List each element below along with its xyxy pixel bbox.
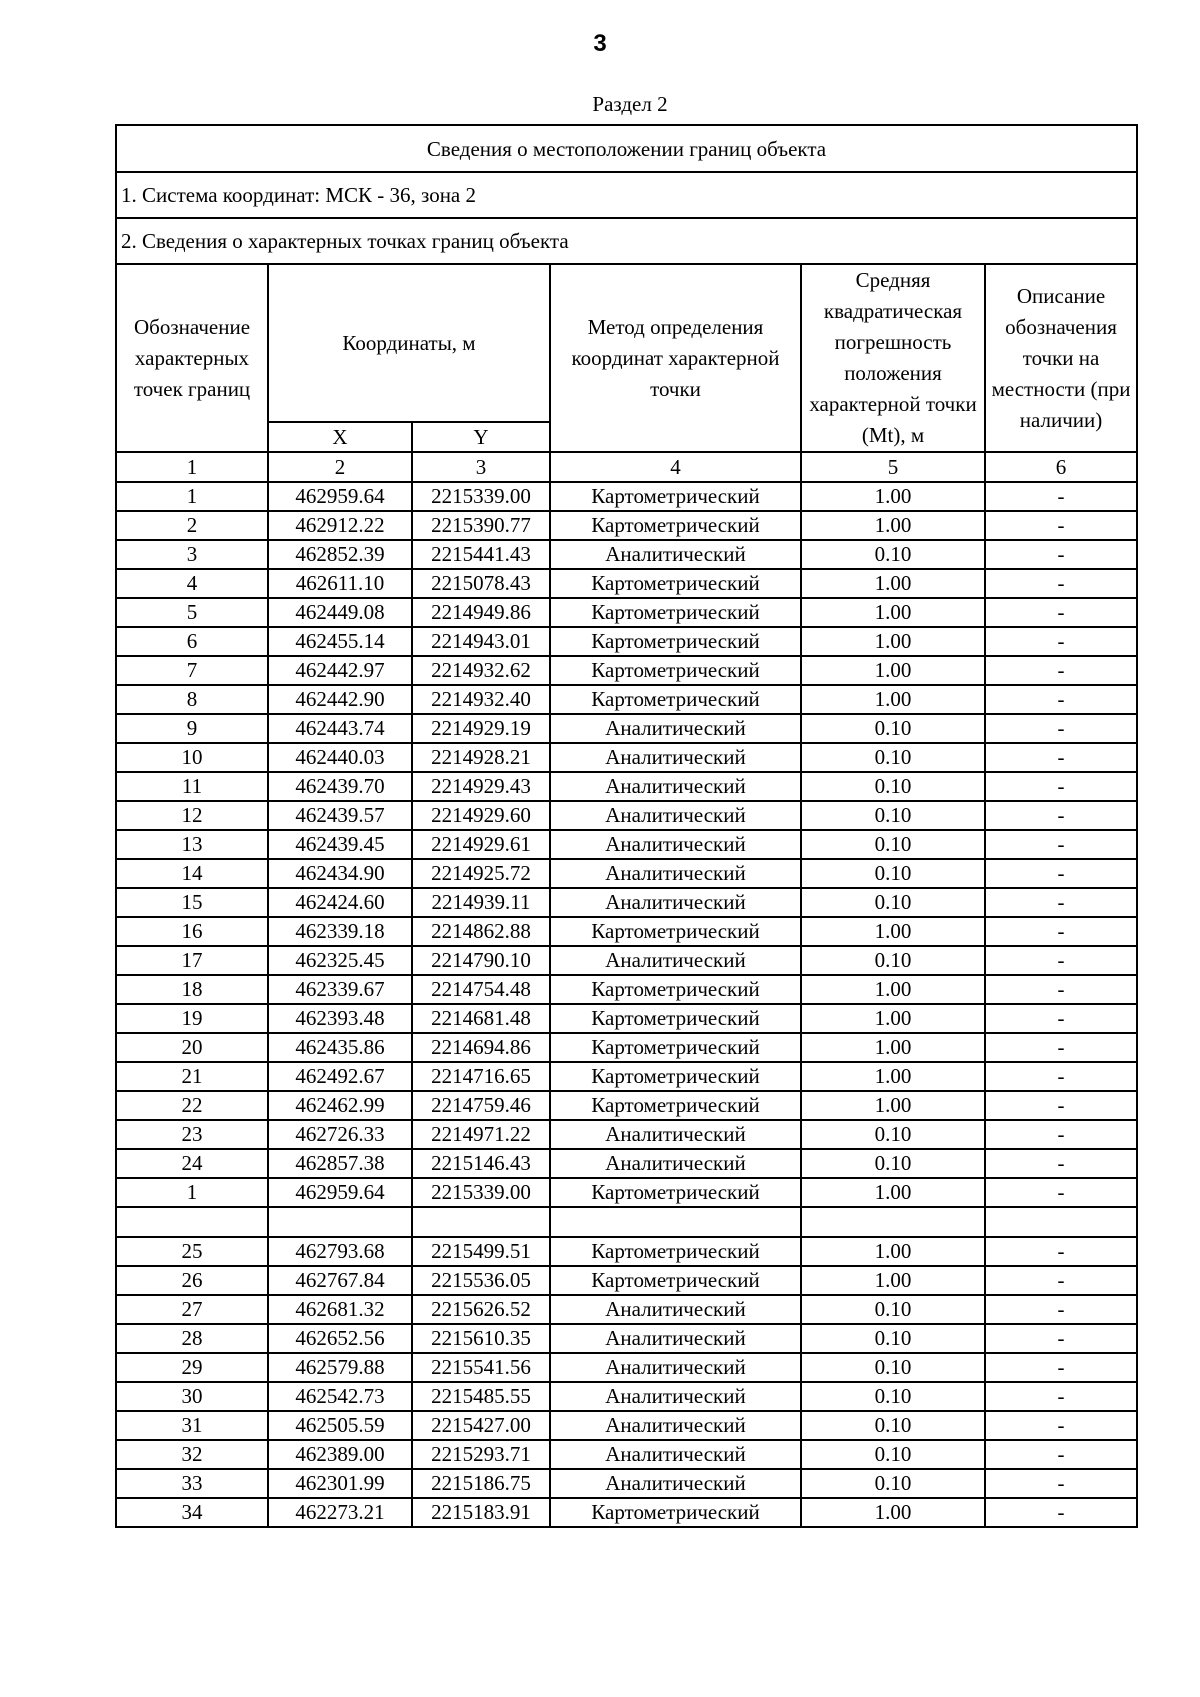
error-cell: 1.00 — [801, 656, 985, 685]
error-cell: 0.10 — [801, 1324, 985, 1353]
description-cell: - — [985, 1382, 1137, 1411]
x-coordinate-cell: 462767.84 — [268, 1266, 412, 1295]
method-cell: Аналитический — [550, 1353, 801, 1382]
points-heading-row — [116, 218, 1137, 264]
method-cell: Аналитический — [550, 772, 801, 801]
description-cell: - — [985, 1266, 1137, 1295]
method-cell: Картометрический — [550, 1498, 801, 1527]
method-cell: Картометрический — [550, 685, 801, 714]
table-row — [116, 1004, 1137, 1033]
y-coordinate-cell: 2215390.77 — [412, 511, 550, 540]
error-cell: 1.00 — [801, 482, 985, 511]
x-coordinate-cell: 462393.48 — [268, 1004, 412, 1033]
method-cell: Картометрический — [550, 482, 801, 511]
table-row — [116, 1207, 1137, 1237]
point-id-cell: 18 — [116, 975, 268, 1004]
y-coordinate-cell: 2214759.46 — [412, 1091, 550, 1120]
point-id-cell: 15 — [116, 888, 268, 917]
description-cell: - — [985, 772, 1137, 801]
table-row — [116, 1498, 1137, 1527]
description-cell: - — [985, 627, 1137, 656]
column-number: 6 — [985, 452, 1137, 482]
description-cell: - — [985, 656, 1137, 685]
x-coordinate-cell: 462857.38 — [268, 1149, 412, 1178]
description-cell: - — [985, 714, 1137, 743]
y-coordinate-cell: 2215427.00 — [412, 1411, 550, 1440]
method-cell: Картометрический — [550, 569, 801, 598]
title-row — [116, 125, 1137, 172]
x-coordinate-cell: 462325.45 — [268, 946, 412, 975]
table-row — [116, 830, 1137, 859]
error-cell: 1.00 — [801, 627, 985, 656]
error-cell: 1.00 — [801, 1498, 985, 1527]
header-point-designation: Обозначение характерных точек границ — [116, 264, 268, 452]
description-cell: - — [985, 1178, 1137, 1207]
error-cell: 0.10 — [801, 830, 985, 859]
method-cell: Аналитический — [550, 1324, 801, 1353]
description-cell: - — [985, 975, 1137, 1004]
table-row — [116, 1178, 1137, 1207]
x-coordinate-cell: 462439.45 — [268, 830, 412, 859]
table-row — [116, 1411, 1137, 1440]
x-coordinate-cell: 462440.03 — [268, 743, 412, 772]
y-coordinate-cell: 2215186.75 — [412, 1469, 550, 1498]
method-cell: Картометрический — [550, 627, 801, 656]
header-x: X — [268, 422, 412, 452]
table-row — [116, 1295, 1137, 1324]
description-cell: - — [985, 540, 1137, 569]
point-id-cell: 21 — [116, 1062, 268, 1091]
table-row — [116, 859, 1137, 888]
y-coordinate-cell: 2214943.01 — [412, 627, 550, 656]
description-cell: - — [985, 511, 1137, 540]
table-row — [116, 917, 1137, 946]
y-coordinate-cell: 2215078.43 — [412, 569, 550, 598]
x-coordinate-cell: 462439.57 — [268, 801, 412, 830]
description-cell: - — [985, 743, 1137, 772]
description-cell: - — [985, 685, 1137, 714]
point-id-cell: 31 — [116, 1411, 268, 1440]
method-cell: Картометрический — [550, 598, 801, 627]
y-coordinate-cell: 2214790.10 — [412, 946, 550, 975]
x-coordinate-cell: 462912.22 — [268, 511, 412, 540]
column-numbers-row — [116, 452, 1137, 482]
y-coordinate-cell: 2215339.00 — [412, 1178, 550, 1207]
point-id-cell: 32 — [116, 1440, 268, 1469]
error-cell: 0.10 — [801, 743, 985, 772]
description-cell — [985, 1207, 1137, 1237]
point-id-cell: 28 — [116, 1324, 268, 1353]
point-id-cell: 12 — [116, 801, 268, 830]
point-id-cell: 25 — [116, 1237, 268, 1266]
y-coordinate-cell: 2215485.55 — [412, 1382, 550, 1411]
method-cell: Картометрический — [550, 656, 801, 685]
x-coordinate-cell: 462434.90 — [268, 859, 412, 888]
method-cell: Аналитический — [550, 743, 801, 772]
y-coordinate-cell — [412, 1207, 550, 1237]
table-row — [116, 656, 1137, 685]
description-cell: - — [985, 859, 1137, 888]
x-coordinate-cell: 462579.88 — [268, 1353, 412, 1382]
method-cell: Картометрический — [550, 1266, 801, 1295]
point-id-cell: 17 — [116, 946, 268, 975]
error-cell: 0.10 — [801, 859, 985, 888]
point-id-cell: 11 — [116, 772, 268, 801]
column-number: 1 — [116, 452, 268, 482]
method-cell: Аналитический — [550, 888, 801, 917]
column-number: 3 — [412, 452, 550, 482]
point-id-cell — [116, 1207, 268, 1237]
x-coordinate-cell: 462542.73 — [268, 1382, 412, 1411]
method-cell: Картометрический — [550, 1004, 801, 1033]
error-cell: 0.10 — [801, 1120, 985, 1149]
table-row — [116, 1149, 1137, 1178]
y-coordinate-cell: 2214716.65 — [412, 1062, 550, 1091]
x-coordinate-cell: 462435.86 — [268, 1033, 412, 1062]
point-id-cell: 20 — [116, 1033, 268, 1062]
point-id-cell: 14 — [116, 859, 268, 888]
x-coordinate-cell: 462611.10 — [268, 569, 412, 598]
method-cell: Картометрический — [550, 1062, 801, 1091]
error-cell: 0.10 — [801, 1149, 985, 1178]
y-coordinate-cell: 2214928.21 — [412, 743, 550, 772]
error-cell: 0.10 — [801, 540, 985, 569]
table-row — [116, 598, 1137, 627]
header-description: Описание обозначения точки на местности (при наличии) — [985, 264, 1137, 452]
error-cell: 0.10 — [801, 1411, 985, 1440]
description-cell: - — [985, 1469, 1137, 1498]
header-coordinates: Координаты, м — [268, 264, 550, 422]
y-coordinate-cell: 2214939.11 — [412, 888, 550, 917]
error-cell: 0.10 — [801, 888, 985, 917]
x-coordinate-cell: 462273.21 — [268, 1498, 412, 1527]
x-coordinate-cell: 462652.56 — [268, 1324, 412, 1353]
point-id-cell: 24 — [116, 1149, 268, 1178]
header-row — [116, 264, 1137, 422]
error-cell: 1.00 — [801, 1033, 985, 1062]
y-coordinate-cell: 2215293.71 — [412, 1440, 550, 1469]
method-cell: Аналитический — [550, 859, 801, 888]
table-row — [116, 1382, 1137, 1411]
description-cell: - — [985, 946, 1137, 975]
error-cell: 1.00 — [801, 975, 985, 1004]
method-cell: Аналитический — [550, 1149, 801, 1178]
x-coordinate-cell: 462462.99 — [268, 1091, 412, 1120]
description-cell: - — [985, 598, 1137, 627]
point-id-cell: 1 — [116, 1178, 268, 1207]
point-id-cell: 26 — [116, 1266, 268, 1295]
x-coordinate-cell: 462681.32 — [268, 1295, 412, 1324]
description-cell: - — [985, 482, 1137, 511]
table-row — [116, 801, 1137, 830]
point-id-cell: 27 — [116, 1295, 268, 1324]
method-cell: Аналитический — [550, 540, 801, 569]
y-coordinate-cell: 2215626.52 — [412, 1295, 550, 1324]
error-cell: 0.10 — [801, 1469, 985, 1498]
coord-system: 1. Система координат: МСК - 36, зона 2 — [116, 172, 1137, 218]
error-cell: 1.00 — [801, 598, 985, 627]
description-cell: - — [985, 1411, 1137, 1440]
method-cell: Картометрический — [550, 1033, 801, 1062]
column-number: 4 — [550, 452, 801, 482]
header-method: Метод определения координат характерной точки — [550, 264, 801, 452]
x-coordinate-cell: 462793.68 — [268, 1237, 412, 1266]
point-id-cell: 30 — [116, 1382, 268, 1411]
method-cell: Аналитический — [550, 1469, 801, 1498]
x-coordinate-cell: 462455.14 — [268, 627, 412, 656]
method-cell: Картометрический — [550, 975, 801, 1004]
error-cell: 1.00 — [801, 685, 985, 714]
point-id-cell: 2 — [116, 511, 268, 540]
coord-system-row — [116, 172, 1137, 218]
y-coordinate-cell: 2214929.61 — [412, 830, 550, 859]
point-id-cell: 8 — [116, 685, 268, 714]
y-coordinate-cell: 2214932.62 — [412, 656, 550, 685]
y-coordinate-cell: 2214929.43 — [412, 772, 550, 801]
table-row — [116, 1353, 1137, 1382]
method-cell: Аналитический — [550, 830, 801, 859]
point-id-cell: 6 — [116, 627, 268, 656]
point-id-cell: 13 — [116, 830, 268, 859]
y-coordinate-cell: 2215183.91 — [412, 1498, 550, 1527]
y-coordinate-cell: 2214932.40 — [412, 685, 550, 714]
point-id-cell: 10 — [116, 743, 268, 772]
y-coordinate-cell: 2215499.51 — [412, 1237, 550, 1266]
y-coordinate-cell: 2214925.72 — [412, 859, 550, 888]
column-number: 5 — [801, 452, 985, 482]
y-coordinate-cell: 2215536.05 — [412, 1266, 550, 1295]
x-coordinate-cell — [268, 1207, 412, 1237]
error-cell: 1.00 — [801, 511, 985, 540]
y-coordinate-cell: 2215610.35 — [412, 1324, 550, 1353]
error-cell: 0.10 — [801, 772, 985, 801]
method-cell: Аналитический — [550, 714, 801, 743]
table-row — [116, 714, 1137, 743]
x-coordinate-cell: 462959.64 — [268, 1178, 412, 1207]
x-coordinate-cell: 462449.08 — [268, 598, 412, 627]
method-cell: Картометрический — [550, 1091, 801, 1120]
description-cell: - — [985, 1062, 1137, 1091]
method-cell: Аналитический — [550, 801, 801, 830]
x-coordinate-cell: 462389.00 — [268, 1440, 412, 1469]
table-row — [116, 1266, 1137, 1295]
method-cell: Картометрический — [550, 1178, 801, 1207]
error-cell: 0.10 — [801, 801, 985, 830]
boundary-points-table — [115, 124, 1138, 1528]
error-cell: 0.10 — [801, 1440, 985, 1469]
method-cell: Аналитический — [550, 1382, 801, 1411]
error-cell: 0.10 — [801, 1382, 985, 1411]
point-id-cell: 23 — [116, 1120, 268, 1149]
table-row — [116, 482, 1137, 511]
point-id-cell: 16 — [116, 917, 268, 946]
point-id-cell: 22 — [116, 1091, 268, 1120]
method-cell: Аналитический — [550, 946, 801, 975]
error-cell: 1.00 — [801, 1091, 985, 1120]
error-cell: 1.00 — [801, 569, 985, 598]
x-coordinate-cell: 462852.39 — [268, 540, 412, 569]
error-cell: 1.00 — [801, 1004, 985, 1033]
table-row — [116, 975, 1137, 1004]
table-row — [116, 1062, 1137, 1091]
y-coordinate-cell: 2214862.88 — [412, 917, 550, 946]
method-cell — [550, 1207, 801, 1237]
method-cell: Аналитический — [550, 1411, 801, 1440]
x-coordinate-cell: 462301.99 — [268, 1469, 412, 1498]
y-coordinate-cell: 2214949.86 — [412, 598, 550, 627]
column-number: 2 — [268, 452, 412, 482]
table-row — [116, 1237, 1137, 1266]
table-row — [116, 1324, 1137, 1353]
table-row — [116, 511, 1137, 540]
points-heading: 2. Сведения о характерных точках границ объекта — [116, 218, 1137, 264]
point-id-cell: 33 — [116, 1469, 268, 1498]
error-cell: 1.00 — [801, 1237, 985, 1266]
x-coordinate-cell: 462339.67 — [268, 975, 412, 1004]
description-cell: - — [985, 1498, 1137, 1527]
description-cell: - — [985, 1091, 1137, 1120]
description-cell: - — [985, 917, 1137, 946]
error-cell: 0.10 — [801, 1353, 985, 1382]
table-row — [116, 1033, 1137, 1062]
table-row — [116, 946, 1137, 975]
y-coordinate-cell: 2214754.48 — [412, 975, 550, 1004]
error-cell: 0.10 — [801, 714, 985, 743]
x-coordinate-cell: 462424.60 — [268, 888, 412, 917]
y-coordinate-cell: 2214694.86 — [412, 1033, 550, 1062]
error-cell: 0.10 — [801, 1295, 985, 1324]
y-coordinate-cell: 2215541.56 — [412, 1353, 550, 1382]
table-row — [116, 627, 1137, 656]
method-cell: Картометрический — [550, 1237, 801, 1266]
description-cell: - — [985, 1004, 1137, 1033]
point-id-cell: 19 — [116, 1004, 268, 1033]
table-row — [116, 743, 1137, 772]
x-coordinate-cell: 462442.90 — [268, 685, 412, 714]
method-cell: Аналитический — [550, 1440, 801, 1469]
method-cell: Картометрический — [550, 511, 801, 540]
description-cell: - — [985, 801, 1137, 830]
description-cell: - — [985, 1149, 1137, 1178]
description-cell: - — [985, 1295, 1137, 1324]
error-cell: 1.00 — [801, 1062, 985, 1091]
description-cell: - — [985, 1353, 1137, 1382]
table-row — [116, 569, 1137, 598]
section-title: Раздел 2 — [592, 92, 668, 116]
method-cell: Картометрический — [550, 917, 801, 946]
y-coordinate-cell: 2215339.00 — [412, 482, 550, 511]
table-row — [116, 772, 1137, 801]
y-coordinate-cell: 2214929.60 — [412, 801, 550, 830]
point-id-cell: 29 — [116, 1353, 268, 1382]
error-cell: 1.00 — [801, 1266, 985, 1295]
point-id-cell: 9 — [116, 714, 268, 743]
x-coordinate-cell: 462443.74 — [268, 714, 412, 743]
x-coordinate-cell: 462439.70 — [268, 772, 412, 801]
y-coordinate-cell: 2214681.48 — [412, 1004, 550, 1033]
description-cell: - — [985, 1440, 1137, 1469]
point-id-cell: 1 — [116, 482, 268, 511]
method-cell: Аналитический — [550, 1295, 801, 1324]
point-id-cell: 34 — [116, 1498, 268, 1527]
description-cell: - — [985, 1033, 1137, 1062]
point-id-cell: 3 — [116, 540, 268, 569]
method-cell: Аналитический — [550, 1120, 801, 1149]
x-coordinate-cell: 462492.67 — [268, 1062, 412, 1091]
y-coordinate-cell: 2215146.43 — [412, 1149, 550, 1178]
table-row — [116, 685, 1137, 714]
x-coordinate-cell: 462505.59 — [268, 1411, 412, 1440]
x-coordinate-cell: 462959.64 — [268, 482, 412, 511]
table-row — [116, 1440, 1137, 1469]
error-cell: 1.00 — [801, 1178, 985, 1207]
table-row — [116, 1120, 1137, 1149]
x-coordinate-cell: 462339.18 — [268, 917, 412, 946]
table-row — [116, 1091, 1137, 1120]
table-title: Сведения о местоположении границ объекта — [116, 125, 1137, 172]
description-cell: - — [985, 888, 1137, 917]
header-mean-error: Средняя квадратическая погрешность положения характерной точки (Mt), м — [801, 264, 985, 452]
point-id-cell: 4 — [116, 569, 268, 598]
page-number: 3 — [593, 30, 607, 57]
error-cell: 0.10 — [801, 946, 985, 975]
description-cell: - — [985, 569, 1137, 598]
y-coordinate-cell: 2215441.43 — [412, 540, 550, 569]
header-y: Y — [412, 422, 550, 452]
description-cell: - — [985, 1324, 1137, 1353]
error-cell: 1.00 — [801, 917, 985, 946]
point-id-cell: 7 — [116, 656, 268, 685]
y-coordinate-cell: 2214929.19 — [412, 714, 550, 743]
table-row — [116, 1469, 1137, 1498]
table-row — [116, 540, 1137, 569]
point-id-cell: 5 — [116, 598, 268, 627]
description-cell: - — [985, 1237, 1137, 1266]
x-coordinate-cell: 462726.33 — [268, 1120, 412, 1149]
description-cell: - — [985, 1120, 1137, 1149]
x-coordinate-cell: 462442.97 — [268, 656, 412, 685]
error-cell — [801, 1207, 985, 1237]
description-cell: - — [985, 830, 1137, 859]
table-row — [116, 888, 1137, 917]
y-coordinate-cell: 2214971.22 — [412, 1120, 550, 1149]
